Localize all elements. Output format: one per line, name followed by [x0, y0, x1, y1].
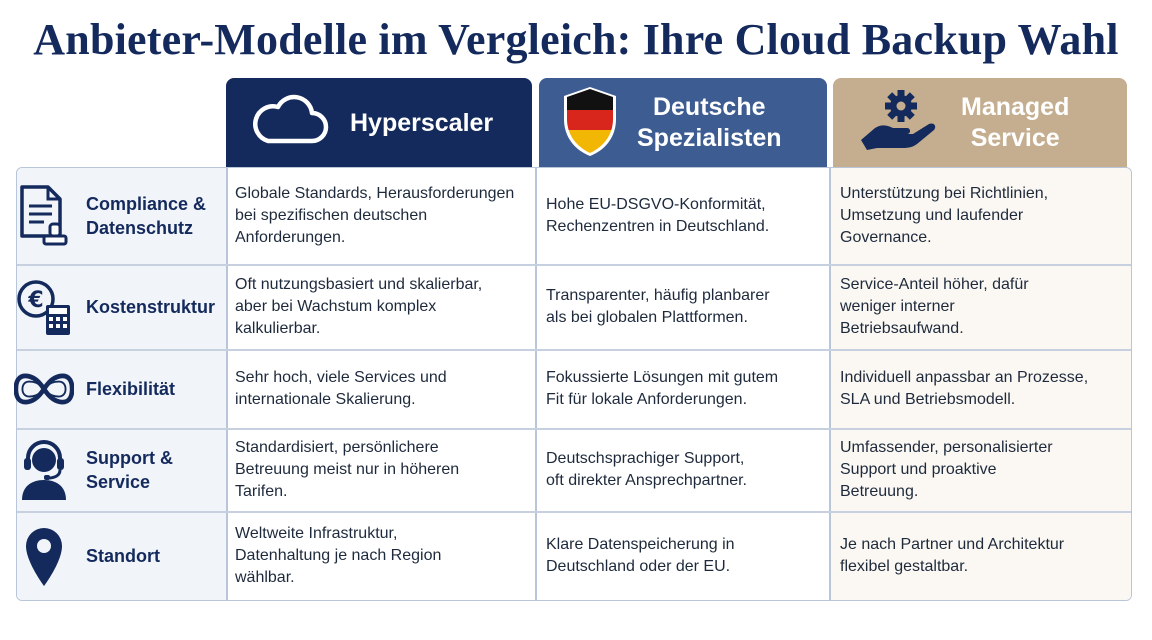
cell-managed-flex: Individuell anpassbar an Prozesse, SLA und Betriebsmodell. [840, 368, 1089, 408]
cell-deutsche-compliance: Hohe EU-DSGVO-Konformität, Rechenzentren in Deutschland. [546, 195, 770, 235]
headset-agent-icon [14, 440, 74, 500]
cell-deutsche-standort: Klare Datenspeicherung in Deutschland oder der EU. [546, 536, 735, 575]
svg-text:€: € [28, 287, 44, 313]
column-header-managed-service [833, 78, 1127, 168]
row-label-text: Support & Service [86, 447, 173, 492]
cell-deutsche-kosten: Transparenter, häufig planbarer als bei globalen Plattformen. [546, 286, 770, 326]
row-label-text: Standort [86, 546, 160, 566]
cloud-icon [250, 91, 330, 156]
column-header-label: Deutsche Spezialisten [637, 93, 782, 152]
row-label-kostenstruktur [0, 264, 216, 349]
cell-managed-standort: Je nach Partner und Architektur flexibel gestaltbar. [840, 536, 1065, 575]
row-label-compliance [0, 167, 209, 264]
row-label-text: Kostenstruktur [86, 296, 216, 317]
infinity-icon [14, 359, 74, 419]
cell-hyperscaler-flex: Sehr hoch, viele Services und internationale Skalierung. [235, 368, 447, 408]
column-header-deutsche-spezialisten [539, 78, 827, 168]
column-header-hyperscaler [226, 78, 532, 168]
cell-managed-compliance: Unterstützung bei Richtlinien, Umsetzung und laufender Governance. [840, 184, 1049, 246]
location-pin-icon [14, 526, 74, 586]
cell-hyperscaler-compliance: Globale Standards, Herausforderungen bei spezifischen deutschen Anforderungen. [235, 184, 515, 246]
column-divider [226, 168, 228, 600]
cell-deutsche-flex: Fokussierte Lösungen mit gutem Fit für lokale Anforderungen. [546, 368, 779, 408]
cell-managed-support: Umfassender, personalisierter Support und proaktive Betreuung. [840, 438, 1053, 500]
cell-hyperscaler-support: Standardisiert, persönlichere Betreuung meist nur in höheren Tarifen. [235, 438, 460, 500]
german-flag-shield-icon [561, 85, 619, 162]
column-divider [829, 168, 831, 600]
euro-calculator-icon [14, 277, 74, 337]
row-label-support [0, 428, 209, 511]
cell-managed-kosten: Service-Anteil höher, dafür weniger interner Betriebsaufwand. [840, 275, 1029, 337]
row-label-flexibilitaet [0, 349, 209, 428]
document-stamp-icon [14, 186, 74, 246]
cell-hyperscaler-standort: Weltweite Infrastruktur, Datenhaltung je nach Region wählbar. [235, 525, 442, 586]
cell-deutsche-support: Deutschsprachiger Support, oft direkter Ansprechpartner. [546, 449, 747, 489]
column-divider [535, 168, 537, 600]
row-label-standort [0, 511, 209, 601]
cell-hyperscaler-kosten: Oft nutzungsbasiert und skalierbar, aber bei Wachstum komplex kalkulierbar. [235, 275, 483, 337]
column-header-label: Managed Service [961, 93, 1070, 152]
page-title: Anbieter-Modelle im Vergleich: Ihre Cloud Backup Wahl [33, 15, 1119, 64]
column-header-label: Hyperscaler [350, 108, 494, 137]
row-label-text: Compliance & Datenschutz [86, 193, 207, 238]
gear-hand-icon [857, 88, 939, 159]
row-label-text: Flexibilität [86, 378, 176, 399]
